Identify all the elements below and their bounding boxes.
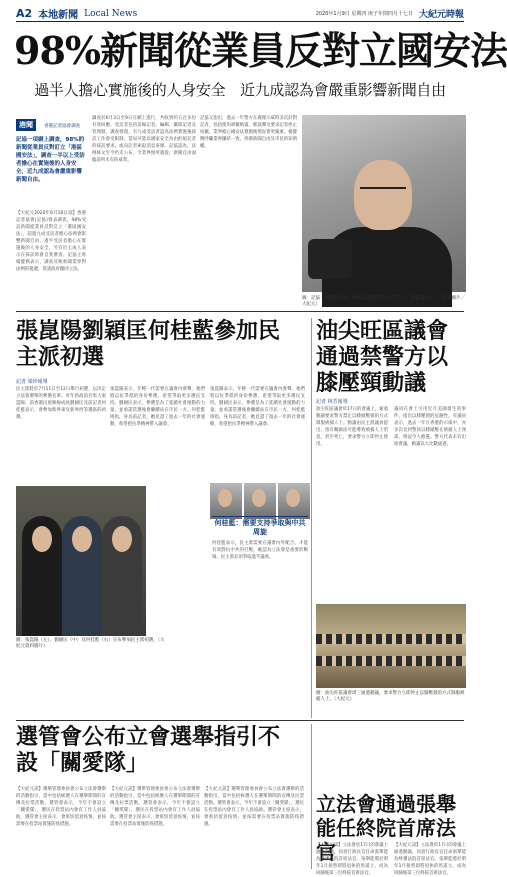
story2-sidebar [212, 516, 308, 561]
story2-byline: 記者 梁珍報導 [16, 379, 48, 385]
story2-headline: 張崑陽劉穎匡何桂藍參加民主派初選 [16, 318, 281, 370]
story4-headline: 選管會公布立會選舉指引不設「關愛隊」 [16, 724, 281, 776]
story2-thumbnails [210, 483, 310, 519]
issue-date: 2020年1月9日 星期四 庚子年閏四月十七日 [315, 11, 413, 17]
story2-photo [16, 486, 146, 636]
story3-headline: 油尖旺區議會通過禁警方以膝壓頸動議 [316, 318, 449, 396]
section-title: 本地新聞 [38, 10, 79, 21]
sidebar-body: 何桂藍表示，民主派需要在議會內外配合，才能有效對抗中共的打壓。她認為立法會是重要的戰場，民主派必須爭取過半議席。 [212, 541, 308, 560]
story3-photo-caption: 圖：油尖旺區議會周三通過動議，要求警方立即停止以膝壓頸的方式制服被捕人士。（大紀元） [316, 691, 465, 702]
lead-subhead: 過半人擔心實施後的人身安全 近九成認為會嚴重影響新聞自由 [34, 81, 446, 99]
newspaper-logo: 大紀元時報 [418, 10, 464, 20]
story4-body-col2: 【大紀元訊】選舉管理委員會公布立法會選舉的活動指引，當中包括候選人在選舉期間的宣傳及拉票活動。選管會表示，今年不會設立「關愛隊」，選民在投票站內會有工作人員協助。選管會主席表示，會密切留意疫情，並按需要在投票站實施防疫措施。 [110, 787, 200, 827]
story4-body-col1: 【大紀元訊】選舉管理委員會公布立法會選舉的活動指引，當中包括候選人在選舉期間的宣傳及拉票活動。選管會表示，今年不會設立「關愛隊」，選民在投票站內會有工作人員協助。選管會主席表示，會密切留意疫情，並按需要在投票站實施防疫措施。 [16, 787, 106, 827]
story4-body-col3: 【大紀元訊】選舉管理委員會公布立法會選舉的活動指引，當中包括候選人在選舉期間的宣傳及拉票活動。選管會表示，今年不會設立「關愛隊」，選民在投票站內會有工作人員協助。選管會主席表示，會密切留意疫情，並按需要在投票站實施防疫措施。 [204, 787, 304, 827]
story2-body-col1: 民主派將於7月11日至12日舉行初選，以決定立法會選舉的參選名單。青年新政前召集人張崑陽、前香港民族陣線成員劉穎匡及前記者何桂藍表示，會參加新界東及新界西等選區的初選。 [16, 387, 106, 420]
lead-headline: 98%新聞從業員反對立國安法 [14, 28, 507, 73]
story3-body-col2: 議員在會上引用近月美國發生的事件，指出以膝壓頸的危險性。有議員表示，過去一年在香港的示威中，亦多次見到警員以膝頭壓在被捕人士頸部，情況令人擔憂。警方代表未有出席會議，動議以大比數通過。 [394, 407, 466, 447]
section-divider [16, 311, 464, 312]
story5-headline: 立法會通過張舉能任終院首席法官 [316, 792, 456, 864]
thumbnail-photo [244, 483, 276, 519]
section-tag-sub: 香港記者協會調查 [44, 124, 81, 129]
lead-summary: 記協一項網上調查，98%的新聞從業員反對訂立「港區國安法」，調查一半以上受訪者擔心在實施後的人身安全，近九成認為會嚴重影響新聞自由。 [16, 137, 85, 183]
story3-byline: 記者 林芳報導 [316, 399, 348, 405]
thumbnail-photo [210, 483, 242, 519]
story5-body-col1: 【大紀元訊】立法會於17日的會議上通過動議，同意行政長官任命張舉能為終審法院首席法官。張舉能將於明年1月接替即將退休的馬道立，成為回歸後第三位終院首席法官。 [316, 843, 388, 876]
lead-body-col1: 【大紀元2020年6月18日訊】香港記者協會(記協)發表調查，98%受訪新聞從業員反對訂立「港區國安法」，超過九成受訪者擔心法例會影響新聞自由，過半受訪者擔心在實施後的人身安全，另有近七成人表示在採訪時會自我審查。記協主席楊健興表示，調查反映新聞業界對法例的憂慮，促請政府撤回立法。 [16, 211, 86, 272]
lead-photo [302, 115, 466, 292]
story5-body-col2: 【大紀元訊】立法會於17日的會議上通過動議，同意行政長官任命張舉能為終審法院首席法官。張舉能將於明年1月接替即將退休的馬道立，成為回歸後第三位終院首席法官。 [394, 843, 466, 876]
section-tag: 港聞 [16, 119, 36, 131]
story3-photo [316, 604, 466, 688]
story2-body-col3: 張崑陽表示，年輕一代需要在議會內發聲，他們將以抗爭派的身份參選，希望爭取更多選民支持。劉穎匡表示，參選是為了延續社會運動的力量，並承諾當選後會繼續站在市民一方。何桂藍則指，身為前記者，她見證了過去一年的社會運動，希望把抗爭精神帶入議會。 [210, 387, 305, 427]
sidebar-title: 何桂藍：需要支持爭取與中共周旋 [214, 519, 306, 536]
story3-body-col1: 油尖旺區議會於17日的會議上，通過動議要求警方禁止以膝頭壓頸的方式制服被捕人士。動議由民主派議員提出，指有關做法可能導致被捕人士窒息，甚至死亡，要求警方立即停止使用。 [316, 407, 388, 447]
section-divider [16, 720, 464, 721]
masthead [16, 6, 464, 22]
lead-body-col3: 記協又指出，過去一年警方在處理示威時多次針對記者，包括使用胡椒噴霧、催淚彈及要求記者停止拍攝，業界擔心國安法實施後情況會更嚴重。楊健興呼籲業界團結一致，捍衛新聞自由及市民的知情權。 [200, 116, 297, 149]
lead-photo-caption: 圖：記協一項調查發現，98%的新聞從業員反對訂立「港區國安法」。（資料圖片／大紀元） [302, 296, 465, 307]
story2-photo-caption: 圖：張崑陽（左）、劉穎匡（中）及何桂藍（右）宣布參加民主派初選。（大紀元資料圖片） [16, 638, 165, 649]
column-divider [311, 724, 312, 869]
lead-body-col2: 調查於6月3日至9日在網上進行，共收到約五百多份有效回應，受訪者包括前線記者、編輯、攝影記者及管理層。調查發現，有九成受訪者認為法例實施後採訪工作會受限制，當局可能以國家安全為由拒絕記者的採訪要求，或向記者索取消息來源。記協認為，法例條文至今仍未公布，令業界無所適從，新聞自由面臨前所未有的威脅。 [92, 116, 196, 163]
section-title-en: Local News [84, 8, 138, 19]
page-number: A2 [16, 7, 33, 20]
thumbnail-photo [278, 483, 310, 519]
column-divider [311, 318, 312, 718]
lead-summary-box [16, 112, 86, 184]
story2-body-col2: 張崑陽表示，年輕一代需要在議會內發聲，他們將以抗爭派的身份參選，希望爭取更多選民支持。劉穎匡表示，參選是為了延續社會運動的力量，並承諾當選後會繼續站在市民一方。何桂藍則指，身為前記者，她見證了過去一年的社會運動，希望把抗爭精神帶入議會。 [110, 387, 205, 427]
